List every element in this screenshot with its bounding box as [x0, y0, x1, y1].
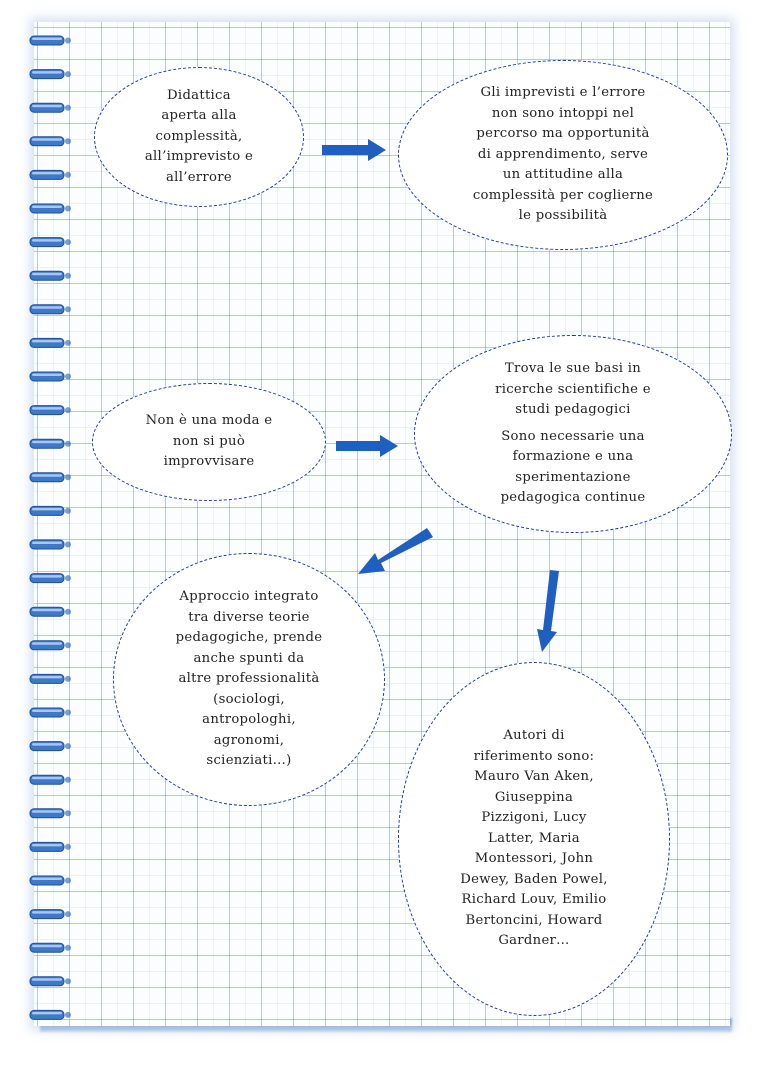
spiral-ring: [30, 137, 71, 146]
spiral-ring: [30, 170, 71, 179]
spiral-ring: [30, 641, 71, 650]
spiral-ring: [30, 36, 71, 45]
spiral-ring: [30, 775, 71, 784]
node-basi: [414, 335, 732, 533]
spiral-ring: [30, 540, 71, 549]
node-autori-text: Autori di riferimento sono: Mauro Van Aken, Giuseppina Pizzigoni, Lucy Latter, Maria Montessori, John Dewey, Baden Powel, Richard Louv, Emilio Bertoncini, Howard Gardner…: [460, 728, 608, 949]
spiral-ring: [30, 910, 71, 919]
spiral-ring: [30, 406, 71, 415]
spiral-ring: [30, 271, 71, 280]
spiral-ring: [30, 305, 71, 314]
spiral-ring: [30, 204, 71, 213]
spiral-ring: [30, 473, 71, 482]
node-didattica-text: Didattica aperta alla complessità, all’imprevisto e all’errore: [144, 87, 254, 185]
spiral-ring: [30, 372, 71, 381]
spiral-ring: [30, 574, 71, 583]
node-didattica: [94, 67, 304, 207]
spiral-ring: [30, 70, 71, 79]
spiral-ring: [30, 708, 71, 717]
spiral-ring: [30, 1010, 71, 1019]
spiral-ring: [30, 103, 71, 112]
spiral-ring: [30, 674, 71, 683]
node-autori: [398, 662, 670, 1016]
node-basi-text: Trova le sue basi in ricerche scientifiche e studi pedagogici: [495, 361, 651, 418]
spiral-ring: [30, 338, 71, 347]
node-moda: [92, 383, 326, 501]
node-approccio: [113, 553, 385, 806]
node-basi-text-2: Sono necessarie una formazione e una sperimentazione pedagogica continue: [500, 428, 646, 506]
node-moda-text: Non è una moda e non si può improvvisare: [145, 413, 273, 470]
spiral-ring: [30, 506, 71, 515]
spiral-ring: [30, 842, 71, 851]
spiral-ring: [30, 943, 71, 952]
node-imprevisti: [398, 60, 728, 250]
spiral-ring: [30, 439, 71, 448]
spiral-ring: [30, 607, 71, 616]
node-imprevisti-text: Gli imprevisti e l’errore non sono intoppi nel percorso ma opportunità di apprendimento, serve un attitudine alla complessità per coglierne le possibilità: [472, 85, 654, 224]
node-approccio-text: Approccio integrato tra diverse teorie pedagogiche, prende anche spunti da altre professionalità (sociologi, antropologhi, agronomi, scienziati…): [175, 589, 323, 769]
spiral-ring: [30, 977, 71, 986]
spiral-binding: [28, 30, 74, 1020]
spiral-ring: [30, 742, 71, 751]
spiral-ring: [30, 876, 71, 885]
spiral-ring: [30, 238, 71, 247]
spiral-ring: [30, 809, 71, 818]
